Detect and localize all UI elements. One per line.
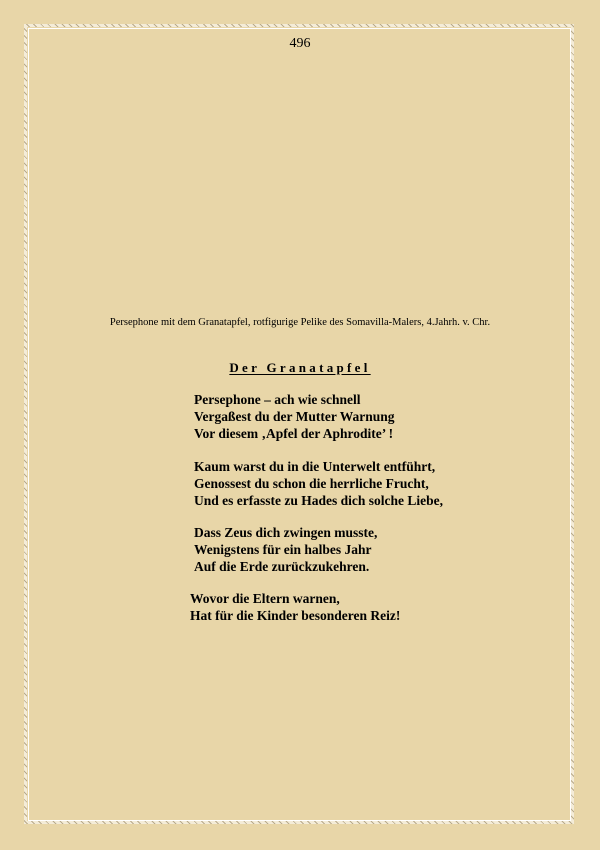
poem-line: Persephone – ach wie schnell xyxy=(194,392,361,407)
poem-title xyxy=(0,360,600,376)
poem-title-text: Der Granatapfel xyxy=(229,360,371,375)
poem-stanza-3 xyxy=(194,524,377,575)
image-caption: Persephone mit dem Granatapfel, rotfigurige Pelike des Somavilla-Malers, 4.Jahrh. v. Chr. xyxy=(109,317,491,328)
poem-line: Vor diesem ‚Apfel der Aphrodite’ ! xyxy=(194,426,394,441)
poem-stanza-2 xyxy=(194,458,443,509)
poem-line: Hat für die Kinder besonderen Reiz! xyxy=(190,608,401,623)
poem-line: Kaum warst du in die Unterwelt entführt, xyxy=(194,459,436,474)
poem-line: Und es erfasste zu Hades dich solche Liebe, xyxy=(194,493,443,508)
poem-line: Dass Zeus dich zwingen musste, xyxy=(194,525,378,540)
poem-line: Vergaßest du der Mutter Warnung xyxy=(194,409,395,424)
poem-line: Genossest du schon die herrliche Frucht, xyxy=(194,476,429,491)
poem-stanza-4 xyxy=(190,590,400,624)
poem-line: Wovor die Eltern warnen, xyxy=(190,591,340,606)
poem-line: Auf die Erde zurückzukehren. xyxy=(194,559,370,574)
page-number: 496 xyxy=(289,36,311,51)
poem-line: Wenigstens für ein halbes Jahr xyxy=(194,542,372,557)
poem-stanza-1 xyxy=(194,391,395,442)
